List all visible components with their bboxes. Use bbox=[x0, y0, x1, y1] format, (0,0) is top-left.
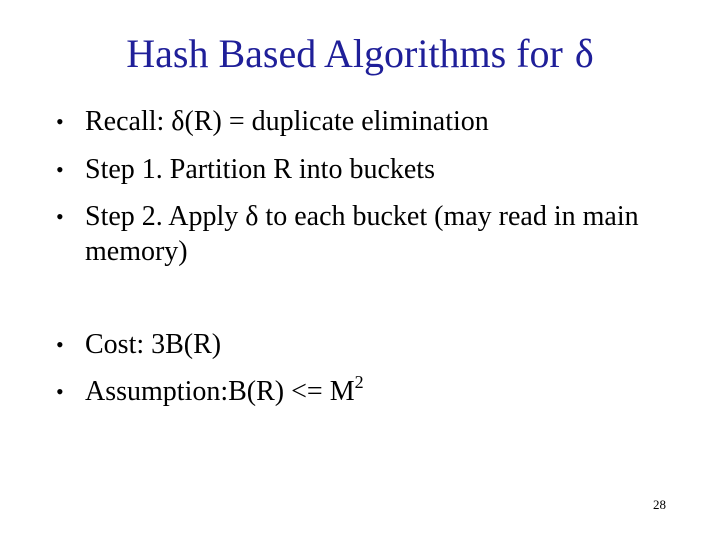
bullet-recall bbox=[56, 104, 666, 139]
bullet-icon: • bbox=[56, 379, 64, 404]
bullet-icon: • bbox=[56, 109, 64, 134]
bullet-text bbox=[85, 374, 666, 409]
superscript: 2 bbox=[354, 372, 364, 392]
bullet-text: Step 2. Apply δ to each bucket (may read in main memory) bbox=[85, 201, 639, 267]
assumption-text: Assumption:B(R) <= M bbox=[85, 376, 355, 407]
bullet-icon: • bbox=[56, 157, 64, 182]
bullet-cost bbox=[56, 327, 666, 362]
bullet-text: Cost: 3B(R) bbox=[85, 329, 222, 360]
bullet-icon: • bbox=[56, 204, 64, 229]
bullet-text: Recall: δ(R) = duplicate elimination bbox=[85, 106, 489, 137]
delta-symbol: δ bbox=[574, 31, 594, 76]
bullet-step-1 bbox=[56, 152, 666, 187]
bullet-assumption bbox=[56, 374, 666, 409]
bullet-icon: • bbox=[56, 332, 64, 357]
bullet-text: Step 1. Partition R into buckets bbox=[85, 154, 435, 185]
bullet-step-2 bbox=[56, 199, 666, 269]
slide-title-text: Hash Based Algorithms for bbox=[126, 31, 563, 76]
page-number: 28 bbox=[653, 497, 666, 512]
